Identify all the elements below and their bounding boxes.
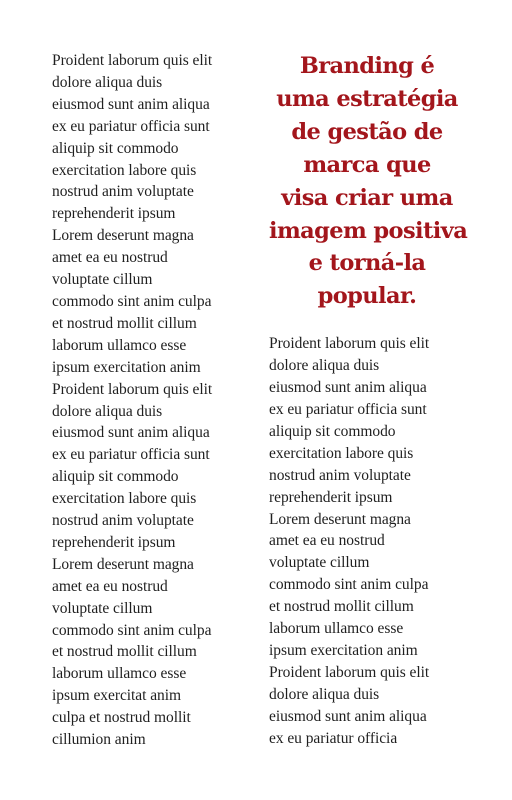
body-text-line: eiusmod sunt anim aliqua [269,379,427,397]
pull-quote-line: imagem positiva [269,217,468,244]
body-text-line: voluptate cillum [269,554,370,572]
body-text-line: et nostrud mollit cillum [269,598,414,616]
body-text-line: ex eu pariatur officia [269,729,398,747]
pull-quote-line: de gestão de [291,118,443,145]
body-text-line: culpa et nostrud mollit [52,709,191,727]
body-text-line: eiusmod sunt anim aliqua [52,424,210,442]
body-text-line: eiusmod sunt anim aliqua [269,707,427,725]
body-text-line: Proident laborum quis elit [269,663,430,681]
body-text-line: ex eu pariatur officia sunt [52,117,210,135]
pull-quote-line: marca que [303,151,431,178]
right-text-column [269,50,468,749]
body-text-line: eiusmod sunt anim aliqua [52,95,210,113]
body-text-line: commodo sint anim culpa [52,292,212,310]
body-text-line: ex eu pariatur officia sunt [269,400,427,418]
body-text-line: voluptate cillum [52,599,153,617]
body-text-line: Proident laborum quis elit [52,380,213,398]
body-text-line: aliquip sit commodo [52,468,179,486]
body-text-line: dolore aliqua duis [52,402,163,420]
body-text-line: amet ea eu nostrud [52,577,168,595]
body-text-line: dolore aliqua duis [269,685,380,703]
body-text-line: Proident laborum quis elit [52,52,213,69]
body-text-line: Lorem deserunt magna [269,510,411,528]
body-text-line: et nostrud mollit cillum [52,314,197,332]
body-text-line: Lorem deserunt magna [52,555,194,573]
body-text-line: aliquip sit commodo [52,139,179,157]
body-text-line: reprehenderit ipsum [269,488,393,506]
pull-quote-line: e torná-la [308,250,426,277]
body-text-line: exercitation labore quis [52,490,197,508]
right-body-text [269,333,465,749]
body-text-line: nostrud anim voluptate [52,183,194,201]
body-text-line: ipsum exercitation anim [269,641,418,659]
body-text-line: laborum ullamco esse [269,620,404,638]
body-text-line: Proident laborum quis elit [269,335,430,353]
body-text-line: laborum ullamco esse [52,665,187,683]
body-text-line: aliquip sit commodo [269,422,396,440]
body-text-line: voluptate cillum [52,271,153,289]
body-text-line: ipsum exercitation anim [52,358,201,376]
body-text-line: exercitation labore quis [269,444,414,462]
pull-quote-line: visa criar uma [281,184,453,211]
body-text-line: nostrud anim voluptate [269,466,411,484]
body-text-line: reprehenderit ipsum [52,205,176,223]
pull-quote-line: uma estratégia [276,85,458,112]
body-text-line: reprehenderit ipsum [52,533,176,551]
body-text-line: amet ea eu nostrud [269,532,385,550]
pull-quote [269,50,468,313]
body-text-line: dolore aliqua duis [52,73,163,91]
body-text-line: commodo sint anim culpa [52,621,212,639]
body-text-line: ex eu pariatur officia sunt [52,446,210,464]
body-text-line: ipsum exercitat anim [52,687,181,705]
body-text-line: et nostrud mollit cillum [52,643,197,661]
body-text-line: amet ea eu nostrud [52,249,168,267]
pull-quote-line: Branding é [299,53,435,79]
pull-quote-line: popular. [317,283,417,310]
body-text-line: commodo sint anim culpa [269,576,429,594]
body-text-line: dolore aliqua duis [269,357,380,375]
body-text-line: nostrud anim voluptate [52,512,194,530]
body-text-line: laborum ullamco esse [52,336,187,354]
body-text-line: Lorem deserunt magna [52,227,194,245]
body-text-line: exercitation labore quis [52,161,197,179]
body-text-line: cillumion anim [52,731,146,749]
left-text-column [52,50,248,751]
